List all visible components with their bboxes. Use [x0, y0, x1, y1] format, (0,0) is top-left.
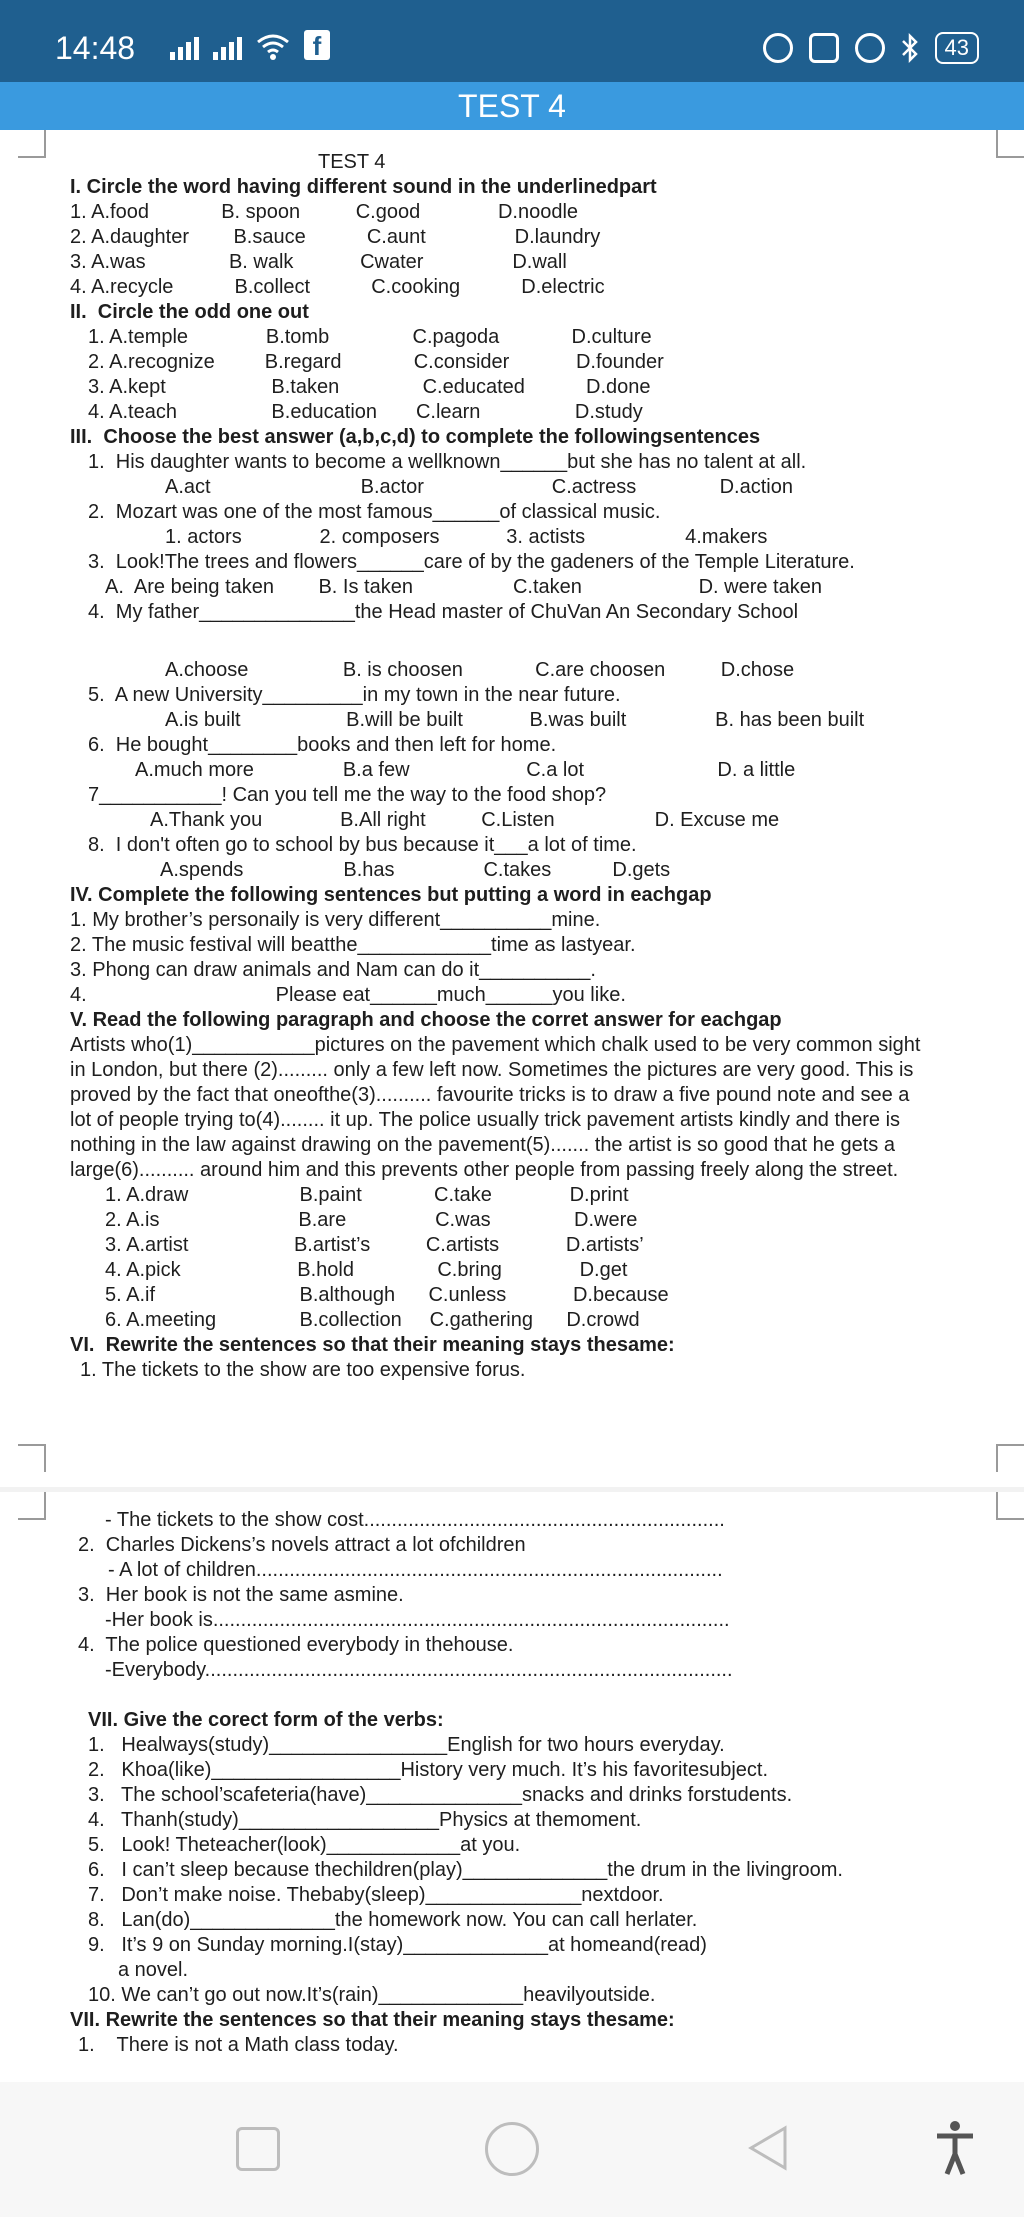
text-line: large(6).......... around him and this prevents other people from passing freely along the street. — [70, 1159, 899, 1181]
text-line: 3. Look!The trees and flowers______care of by the gadeners of the Temple Literature. — [88, 551, 855, 573]
text-line: -Her book is............................................................................................. — [105, 1609, 730, 1631]
page-title: TEST 4 — [0, 82, 1024, 130]
text-line: 2. Charles Dickens’s novels attract a lot ofchildren — [78, 1534, 526, 1556]
text-line: 4. Please eat______much______you like. — [70, 984, 626, 1006]
text-line: 3. Phong can draw animals and Nam can do it__________. — [70, 959, 596, 981]
text-line: 4. My father______________the Head master of ChuVan An Secondary School — [88, 601, 799, 623]
text-line: 6. He bought________books and then left for home. — [88, 734, 557, 756]
battery-indicator: 43 — [935, 32, 979, 64]
text-line: 4. A.teach B.education C.learn D.study — [88, 401, 643, 423]
recent-apps-button[interactable] — [236, 2127, 280, 2171]
text-line: 7. Don’t make noise. Thebaby(sleep)______________nextdoor. — [88, 1884, 664, 1906]
crop-mark — [18, 1444, 46, 1472]
status-icons-left — [170, 30, 330, 60]
text-line: 4. A.recycle B.collect C.cooking D.electric — [70, 276, 605, 298]
text-line: 1. My brother’s personaily is very different__________mine. — [70, 909, 601, 931]
text-line: Artists who(1)___________pictures on the pavement which chalk used to be very common sight — [70, 1034, 921, 1056]
section-heading: VII. Rewrite the sentences so that their meaning stays thesame: — [70, 2009, 675, 2031]
text-line: A.act B.actor C.actress D.action — [165, 476, 793, 498]
text-line: TEST 4 — [318, 151, 386, 173]
text-line: 5. Look! Theteacher(look)____________at you. — [88, 1834, 521, 1856]
text-line: 1. A.temple B.tomb C.pagoda D.culture — [88, 326, 652, 348]
text-line: 5. A new University_________in my town in the near future. — [88, 684, 621, 706]
text-line: 9. It’s 9 on Sunday morning.I(stay)_____________at homeand(read) — [88, 1934, 707, 1956]
text-line: 2. A.recognize B.regard C.consider D.founder — [88, 351, 664, 373]
text-line: a novel. — [118, 1959, 189, 1981]
text-line: -Everybody............................................................................................... — [105, 1659, 733, 1681]
text-line: A.Thank you B.All right C.Listen D. Excuse me — [150, 809, 780, 831]
section-heading: VII. Give the corect form of the verbs: — [88, 1709, 444, 1731]
crop-mark — [996, 1492, 1024, 1520]
text-line: 2. Mozart was one of the most famous______of classical music. — [88, 501, 661, 523]
bluetooth-icon — [901, 33, 919, 63]
text-line: 1. There is not a Math class today. — [78, 2034, 399, 2056]
text-line: A.much more B.a few C.a lot D. a little — [135, 759, 796, 781]
navigation-bar — [0, 2082, 1024, 2217]
text-line: 1. actors 2. composers 3. actists 4.makers — [165, 526, 768, 548]
text-line: 4. Thanh(study)__________________Physics at themoment. — [88, 1809, 642, 1831]
text-line: A.choose B. is choosen C.are choosen D.chose — [165, 659, 795, 681]
text-line: in London, but there (2)......... only a few left now. Sometimes the pictures are very good. This is — [70, 1059, 914, 1081]
text-line: 1. A.food B. spoon C.good D.noodle — [70, 201, 579, 223]
facebook-icon: f — [304, 30, 330, 60]
text-line: 1. The tickets to the show are too expensive forus. — [80, 1359, 526, 1381]
crop-mark — [996, 130, 1024, 158]
text-line: 8. Lan(do)_____________the homework now. You can call herlater. — [88, 1909, 698, 1931]
crop-mark — [18, 130, 46, 158]
text-line: 3. A.kept B.taken C.educated D.done — [88, 376, 651, 398]
section-heading: I. Circle the word having different sound in the underlinedpart — [70, 176, 657, 198]
text-line: 2. The music festival will beatthe____________time as lastyear. — [70, 934, 636, 956]
text-line: A. Are being taken B. Is taken C.taken D. were taken — [105, 576, 822, 598]
record-icon — [763, 33, 793, 63]
text-line: A.is built B.will be built B.was built B. has been built — [165, 709, 865, 731]
text-line: 4. A.pick B.hold C.bring D.get — [105, 1259, 628, 1281]
text-line: 10. We can’t go out now.It’s(rain)_____________heavilyoutside. — [88, 1984, 656, 2006]
text-line: 1. Healways(study)________________English for two hours everyday. — [88, 1734, 725, 1756]
accessibility-icon[interactable] — [935, 2120, 975, 2176]
text-line: 2. A.daughter B.sauce C.aunt D.laundry — [70, 226, 601, 248]
text-line: 2. Khoa(like)_________________History very much. It’s his favoritesubject. — [88, 1759, 769, 1781]
text-line: nothing in the law against drawing on the pavement(5)....... the artist is so good that he gets a — [70, 1134, 895, 1156]
crop-mark — [18, 1492, 46, 1520]
section-heading: III. Choose the best answer (a,b,c,d) to complete the followingsentences — [70, 426, 761, 448]
text-line: - A lot of children.................................................................................... — [108, 1559, 723, 1581]
text-line: - The tickets to the show cost................................................................. — [105, 1509, 725, 1531]
text-line: 2. A.is B.are C.was D.were — [105, 1209, 638, 1231]
nfc-icon — [809, 33, 839, 63]
crop-mark — [996, 1444, 1024, 1472]
back-button[interactable] — [745, 2124, 789, 2172]
status-icons-right — [763, 32, 979, 64]
text-line: 3. A.was B. walk Cwater D.wall — [70, 251, 567, 273]
section-heading: II. Circle the odd one out — [70, 301, 309, 323]
text-line: 4. The police questioned everybody in thehouse. — [78, 1634, 514, 1656]
text-line: 1. His daughter wants to become a wellknown______but she has no talent at all. — [88, 451, 807, 473]
text-line: A.spends B.has C.takes D.gets — [160, 859, 671, 881]
text-line: 3. The school’scafeteria(have)______________snacks and drinks forstudents. — [88, 1784, 793, 1806]
text-line: 6. A.meeting B.collection C.gathering D.crowd — [105, 1309, 640, 1331]
text-line: 8. I don't often go to school by bus because it___a lot of time. — [88, 834, 637, 856]
signal-icon-2 — [213, 37, 242, 60]
text-line: 1. A.draw B.paint C.take D.print — [105, 1184, 629, 1206]
text-line: 3. Her book is not the same asmine. — [78, 1584, 404, 1606]
section-heading: VI. Rewrite the sentences so that their meaning stays thesame: — [70, 1334, 675, 1356]
status-bar — [0, 0, 1024, 82]
text-line: 7___________! Can you tell me the way to the food shop? — [88, 784, 607, 806]
text-line: 5. A.if B.although C.unless D.because — [105, 1284, 669, 1306]
signal-icon — [170, 37, 199, 60]
text-line: proved by the fact that oneofthe(3).......... favourite tricks is to draw a five pound note and see a — [70, 1084, 910, 1106]
text-line: lot of people trying to(4)........ it up. The police usually trick pavement artists kindly and there is — [70, 1109, 901, 1131]
wifi-icon — [256, 32, 290, 60]
alarm-icon — [855, 33, 885, 63]
text-line: 6. I can’t sleep because thechildren(play)_____________the drum in the livingroom. — [88, 1859, 843, 1881]
status-time: 14:48 — [55, 30, 136, 66]
text-line: 3. A.artist B.artist’s C.artists D.artists’ — [105, 1234, 644, 1256]
section-heading: IV. Complete the following sentences but putting a word in eachgap — [70, 884, 712, 906]
section-heading: V. Read the following paragraph and choose the corret answer for eachgap — [70, 1009, 782, 1031]
home-button[interactable] — [485, 2122, 539, 2176]
